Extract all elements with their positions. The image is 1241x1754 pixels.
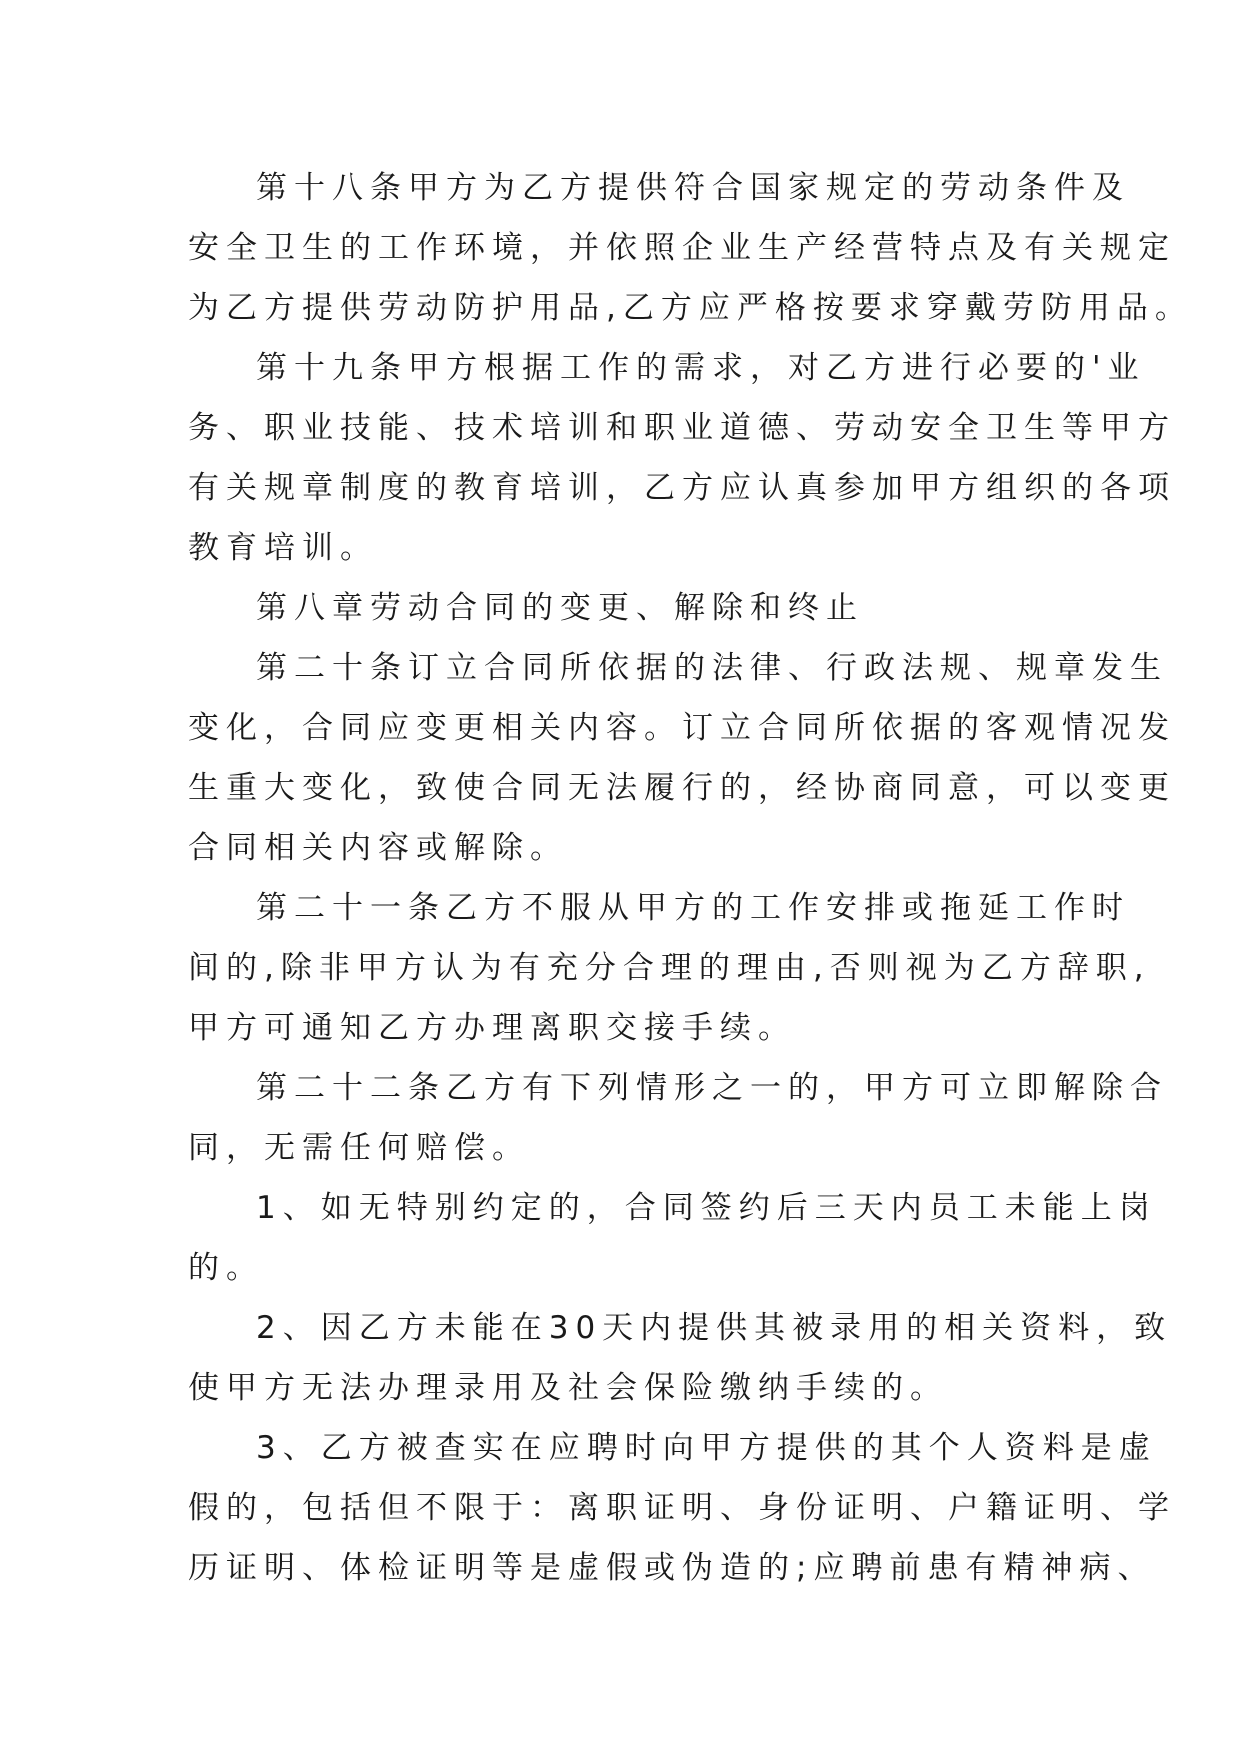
paragraph-line: 甲方可通知乙方办理离职交接手续。 [188,1010,796,1046]
paragraph-line: 间的,除非甲方认为有充分合理的理由,否则视为乙方辞职, [188,950,1151,986]
paragraph-line: 第二十一条乙方不服从甲方的工作安排或拖延工作时 [256,890,1130,926]
paragraph-line: 的。 [188,1250,264,1286]
paragraph-line: 生重大变化，致使合同无法履行的，经协商同意，可以变更 [188,770,1176,806]
paragraph-line: 安全卫生的工作环境，并依照企业生产经营特点及有关规定 [188,230,1176,266]
paragraph-article-19 [188,338,1176,578]
list-item-1 [188,1178,1157,1298]
paragraph-article-22 [188,1058,1168,1178]
paragraph-line: 第十九条甲方根据工作的需求，对乙方进行必要的'业 [256,350,1146,386]
paragraph-article-18 [188,158,1193,338]
paragraph-line: 第二十二条乙方有下列情形之一的，甲方可立即解除合 [256,1070,1168,1106]
paragraph-line: 第十八条甲方为乙方提供符合国家规定的劳动条件及 [256,170,1130,206]
list-item-3 [188,1418,1176,1598]
paragraph-line: 为乙方提供劳动防护用品,乙方应严格按要求穿戴劳防用品。 [188,290,1193,326]
document-body [188,158,1193,1598]
paragraph-line: 变化，合同应变更相关内容。订立合同所依据的客观情况发 [188,710,1176,746]
paragraph-line: 使甲方无法办理录用及社会保险缴纳手续的。 [188,1370,948,1406]
paragraph-article-21 [188,878,1151,1058]
paragraph-line: 有关规章制度的教育培训，乙方应认真参加甲方组织的各项 [188,470,1176,506]
paragraph-line: 合同相关内容或解除。 [188,830,568,866]
paragraph-line: 2、因乙方未能在30天内提供其被录用的相关资料，致 [256,1310,1173,1346]
paragraph-article-20 [188,638,1176,878]
chapter-heading-text: 第八章劳动合同的变更、解除和终止 [256,590,864,626]
paragraph-line: 第二十条订立合同所依据的法律、行政法规、规章发生 [256,650,1168,686]
list-item-2 [188,1298,1173,1418]
chapter-heading [188,578,1058,638]
paragraph-line: 同，无需任何赔偿。 [188,1130,530,1166]
paragraph-line: 1、如无特别约定的，合同签约后三天内员工未能上岗 [256,1190,1157,1226]
paragraph-line: 历证明、体检证明等是虚假或伪造的;应聘前患有精神病、 [188,1550,1156,1586]
paragraph-line: 3、乙方被查实在应聘时向甲方提供的其个人资料是虚 [256,1430,1157,1466]
paragraph-line: 务、职业技能、技术培训和职业道德、劳动安全卫生等甲方 [188,410,1176,446]
paragraph-line: 假的，包括但不限于：离职证明、身份证明、户籍证明、学 [188,1490,1176,1526]
paragraph-line: 教育培训。 [188,530,378,566]
